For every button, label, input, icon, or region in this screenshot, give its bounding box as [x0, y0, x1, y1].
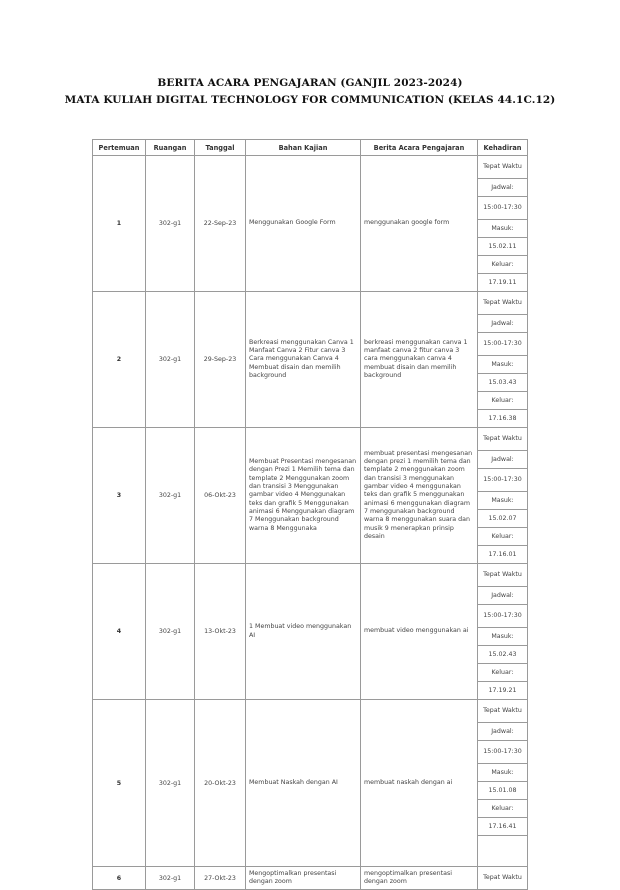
bahan-kajian-cell: Mengoptimalkan presentasi dengan zoom: [246, 867, 361, 890]
berita-acara-cell: menggunakan google form: [361, 156, 478, 292]
attendance-status: Tepat Waktu: [478, 700, 527, 723]
masuk-value: 15.03.43: [478, 374, 527, 392]
masuk-value: 15.02.07: [478, 510, 527, 528]
bahan-kajian-cell: Membuat Naskah dengan AI: [246, 700, 361, 867]
masuk-label: Masuk:: [478, 492, 527, 510]
table-row: [93, 700, 528, 867]
tanggal-cell: 06-Okt-23: [195, 428, 246, 564]
table-row: [93, 292, 528, 428]
keluar-value: 17.16.38: [488, 414, 517, 422]
masuk-value: 15.01.08: [478, 782, 527, 800]
teaching-record-table: [92, 139, 528, 890]
attendance-status: Tepat Waktu: [478, 564, 527, 587]
berita-acara-cell: berkreasi menggunakan canva 1 manfaat canva 2 fitur canva 3 cara menggunakan canva 4 membuat disain dan memilih background: [361, 292, 478, 428]
kehadiran-cell: [478, 292, 528, 428]
table-row: [93, 867, 528, 890]
ruangan-cell: 302-g1: [146, 156, 195, 292]
pertemuan-cell: 6: [93, 867, 146, 890]
masuk-label: Masuk:: [478, 220, 527, 238]
table-header-row: [93, 140, 528, 156]
jadwal-value: 15:00-17:30: [478, 333, 527, 356]
header-ruangan: Ruangan: [146, 140, 195, 156]
attendance-status: Tepat Waktu: [478, 292, 527, 315]
jadwal-label: Jadwal:: [478, 179, 527, 197]
keluar-label: Keluar:: [478, 392, 527, 410]
attendance-status: Tepat Waktu: [478, 428, 527, 451]
berita-acara-cell: membuat presentasi mengesanan dengan prezi 1 memilih tema dan template 2 menggunakan zoom dan transisi 3 menggunakan gambar video 4 menggunakan teks dan grafik 5 menggunakan animasi 6 menggunakan diagram 7 menggunakan background warna 8 menggunakan suara dan musik 9 menerapkan prinsip desain: [361, 428, 478, 564]
berita-acara-cell: mengoptimalkan presentasi dengan zoom: [361, 867, 478, 890]
bahan-kajian-cell: Membuat Presentasi mengesanan dengan Prezi 1 Memilih tema dan template 2 Menggunakan zoom dan transisi 3 Menggunakan gambar video 4 Menggunakan teks dan grafik 5 Menggunakan animasi 6 Menggunakan diagram 7 Menggunakan background warna 8 Menggunaka: [246, 428, 361, 564]
tanggal-cell: 20-Okt-23: [195, 700, 246, 867]
empty-space: [478, 836, 527, 866]
header-bahan-kajian: Bahan Kajian: [246, 140, 361, 156]
berita-acara-cell: membuat video menggunakan ai: [361, 564, 478, 700]
header-pertemuan: Pertemuan: [93, 140, 146, 156]
kehadiran-cell: [478, 156, 528, 292]
berita-acara-cell: membuat naskah dengan ai: [361, 700, 478, 867]
keluar-value: 17.19.11: [488, 278, 517, 286]
jadwal-label: Jadwal:: [478, 451, 527, 469]
kehadiran-cell: [478, 700, 528, 867]
tanggal-cell: 29-Sep-23: [195, 292, 246, 428]
table-row: [93, 156, 528, 292]
keluar-label: Keluar:: [478, 800, 527, 818]
ruangan-cell: 302-g1: [146, 292, 195, 428]
masuk-value: 15.02.11: [478, 238, 527, 256]
ruangan-cell: 302-g1: [146, 867, 195, 890]
jadwal-value: 15:00-17:30: [478, 469, 527, 492]
keluar-label: Keluar:: [478, 256, 527, 274]
pertemuan-cell: 1: [93, 156, 146, 292]
header-berita-acara: Berita Acara Pengajaran: [361, 140, 478, 156]
bahan-kajian-cell: Berkreasi menggunakan Canva 1 Manfaat Canva 2 Fitur canva 3 Cara menggunakan Canva 4 Membuat disain dan memilih background: [246, 292, 361, 428]
ruangan-cell: 302-g1: [146, 428, 195, 564]
keluar-label: Keluar:: [478, 664, 527, 682]
pertemuan-cell: 5: [93, 700, 146, 867]
bahan-kajian-cell: 1 Membuat video menggunakan AI: [246, 564, 361, 700]
tanggal-cell: 22-Sep-23: [195, 156, 246, 292]
header-kehadiran: Kehadiran: [478, 140, 528, 156]
tanggal-cell: 13-Okt-23: [195, 564, 246, 700]
keluar-value: 17.16.01: [488, 550, 517, 558]
attendance-status: Tepat Waktu: [483, 874, 522, 882]
kehadiran-cell: [478, 428, 528, 564]
table-row: [93, 428, 528, 564]
masuk-label: Masuk:: [478, 356, 527, 374]
jadwal-value: 15:00-17:30: [478, 741, 527, 764]
header-tanggal: Tanggal: [195, 140, 246, 156]
jadwal-label: Jadwal:: [478, 315, 527, 333]
pertemuan-cell: 3: [93, 428, 146, 564]
masuk-value: 15.02.43: [478, 646, 527, 664]
jadwal-label: Jadwal:: [478, 723, 527, 741]
masuk-label: Masuk:: [478, 628, 527, 646]
ruangan-cell: 302-g1: [146, 700, 195, 867]
tanggal-cell: 27-Okt-23: [195, 867, 246, 890]
keluar-label: Keluar:: [478, 528, 527, 546]
keluar-value: 17.19.21: [488, 686, 517, 694]
kehadiran-cell: [478, 867, 528, 890]
masuk-label: Masuk:: [478, 764, 527, 782]
keluar-value: 17.16.41: [478, 818, 527, 836]
attendance-status: Tepat Waktu: [478, 156, 527, 179]
document-title: BERITA ACARA PENGAJARAN (GANJIL 2023-2024): [157, 77, 463, 89]
table-row: [93, 564, 528, 700]
jadwal-label: Jadwal:: [478, 587, 527, 605]
jadwal-value: 15:00-17:30: [478, 197, 527, 220]
kehadiran-cell: [478, 564, 528, 700]
ruangan-cell: 302-g1: [146, 564, 195, 700]
pertemuan-cell: 4: [93, 564, 146, 700]
pertemuan-cell: 2: [93, 292, 146, 428]
jadwal-value: 15:00-17:30: [478, 605, 527, 628]
document-subtitle: MATA KULIAH DIGITAL TECHNOLOGY FOR COMMUNICATION (KELAS 44.1C.12): [64, 94, 556, 106]
bahan-kajian-cell: Menggunakan Google Form: [246, 156, 361, 292]
